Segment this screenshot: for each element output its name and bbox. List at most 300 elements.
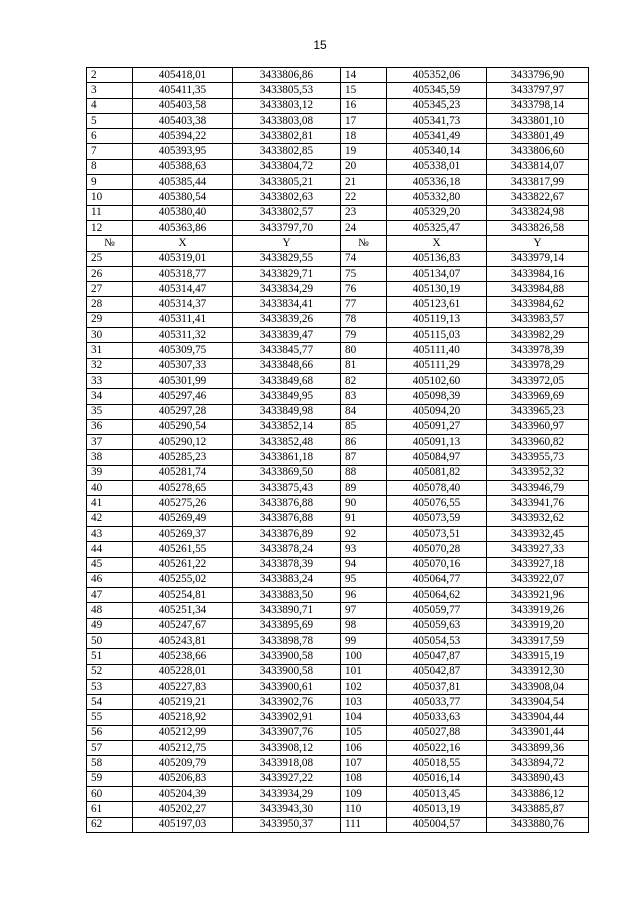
point-number-cell: 77	[341, 297, 387, 312]
x-coordinate-cell: 405091,13	[387, 435, 487, 450]
x-coordinate-cell: 405297,46	[133, 389, 233, 404]
table-row	[87, 358, 589, 373]
y-coordinate-cell: 3433834,29	[233, 282, 341, 297]
x-coordinate-cell: 405204,39	[133, 786, 233, 801]
table-row	[87, 756, 589, 771]
table-row	[87, 572, 589, 587]
point-number-cell: 99	[341, 633, 387, 648]
point-number-cell: 37	[87, 435, 133, 450]
x-coordinate-cell: 405307,33	[133, 358, 233, 373]
y-coordinate-cell: 3433901,44	[487, 725, 589, 740]
table-row	[87, 496, 589, 511]
y-coordinate-cell: 3433803,12	[233, 98, 341, 113]
y-coordinate-cell: 3433826,58	[487, 220, 589, 235]
point-number-cell: 111	[341, 817, 387, 832]
y-coordinate-cell: 3433883,50	[233, 588, 341, 603]
y-coordinate-cell: 3433805,21	[233, 175, 341, 190]
x-coordinate-cell: 405016,14	[387, 771, 487, 786]
point-number-cell: 93	[341, 542, 387, 557]
point-number-cell: 5	[87, 113, 133, 128]
table-row	[87, 175, 589, 190]
x-coordinate-cell: 405084,97	[387, 450, 487, 465]
table-row	[87, 98, 589, 113]
point-number-cell: 20	[341, 159, 387, 174]
y-coordinate-cell: 3433908,04	[487, 679, 589, 694]
y-coordinate-cell: 3433919,20	[487, 618, 589, 633]
x-coordinate-cell: 405042,87	[387, 664, 487, 679]
point-number-cell: 43	[87, 526, 133, 541]
point-number-cell: 100	[341, 649, 387, 664]
y-coordinate-cell: 3433983,57	[487, 312, 589, 327]
point-number-cell: 9	[87, 175, 133, 190]
x-coordinate-cell: 405341,73	[387, 113, 487, 128]
x-coordinate-cell: 405094,20	[387, 404, 487, 419]
point-number-cell: 53	[87, 679, 133, 694]
y-coordinate-cell: 3433805,53	[233, 83, 341, 98]
table-row	[87, 679, 589, 694]
point-number-cell: 32	[87, 358, 133, 373]
y-coordinate-cell: 3433822,67	[487, 190, 589, 205]
point-number-cell: 95	[341, 572, 387, 587]
x-coordinate-cell: 405076,55	[387, 496, 487, 511]
table-row	[87, 618, 589, 633]
x-coordinate-cell: 405380,40	[133, 205, 233, 220]
table-row	[87, 419, 589, 434]
table-row	[87, 282, 589, 297]
table-row	[87, 251, 589, 266]
table-row	[87, 297, 589, 312]
point-number-cell: 60	[87, 786, 133, 801]
y-coordinate-cell: 3433919,26	[487, 603, 589, 618]
table-row	[87, 588, 589, 603]
table-row	[87, 129, 589, 144]
x-coordinate-cell: 405352,06	[387, 68, 487, 83]
x-coordinate-cell: 405261,55	[133, 542, 233, 557]
x-coordinate-cell: 405238,66	[133, 649, 233, 664]
point-number-cell: 8	[87, 159, 133, 174]
y-coordinate-cell: 3433932,45	[487, 526, 589, 541]
point-number-cell: 57	[87, 741, 133, 756]
point-number-cell: 51	[87, 649, 133, 664]
point-number-cell: 62	[87, 817, 133, 832]
point-number-cell: 3	[87, 83, 133, 98]
x-coordinate-cell: 405338,01	[387, 159, 487, 174]
y-coordinate-cell: 3433802,57	[233, 205, 341, 220]
y-coordinate-cell: 3433912,30	[487, 664, 589, 679]
point-number-cell: 80	[341, 343, 387, 358]
x-coordinate-cell: 405363,86	[133, 220, 233, 235]
y-coordinate-cell: 3433869,50	[233, 465, 341, 480]
point-number-cell: 25	[87, 251, 133, 266]
x-coordinate-cell: 405054,53	[387, 633, 487, 648]
x-coordinate-cell: 405314,47	[133, 282, 233, 297]
point-number-cell: 16	[341, 98, 387, 113]
y-coordinate-cell: 3433845,77	[233, 343, 341, 358]
y-coordinate-cell: 3433982,29	[487, 328, 589, 343]
y-coordinate-cell: 3433927,18	[487, 557, 589, 572]
point-number-cell: 85	[341, 419, 387, 434]
y-coordinate-cell: 3433802,81	[233, 129, 341, 144]
y-coordinate-cell: 3433804,72	[233, 159, 341, 174]
y-coordinate-cell: 3433878,39	[233, 557, 341, 572]
x-coordinate-cell: 405134,07	[387, 266, 487, 281]
y-coordinate-cell: 3433904,54	[487, 695, 589, 710]
y-coordinate-cell: 3433950,37	[233, 817, 341, 832]
x-coordinate-cell: 405123,61	[387, 297, 487, 312]
x-coordinate-cell: 405073,51	[387, 526, 487, 541]
point-number-cell: 22	[341, 190, 387, 205]
point-number-cell: 30	[87, 328, 133, 343]
point-number-cell: 33	[87, 373, 133, 388]
point-number-cell: 110	[341, 802, 387, 817]
header-x-right: X	[387, 236, 487, 251]
point-number-cell: 83	[341, 389, 387, 404]
x-coordinate-cell: 405309,75	[133, 343, 233, 358]
x-coordinate-cell: 405027,88	[387, 725, 487, 740]
x-coordinate-cell: 405119,13	[387, 312, 487, 327]
y-coordinate-cell: 3433917,59	[487, 633, 589, 648]
point-number-cell: 2	[87, 68, 133, 83]
x-coordinate-cell: 405209,79	[133, 756, 233, 771]
point-number-cell: 28	[87, 297, 133, 312]
y-coordinate-cell: 3433839,47	[233, 328, 341, 343]
header-number-right: №	[341, 236, 387, 251]
page-number: 15	[313, 38, 327, 52]
y-coordinate-cell: 3433802,85	[233, 144, 341, 159]
x-coordinate-cell: 405278,65	[133, 481, 233, 496]
y-coordinate-cell: 3433839,26	[233, 312, 341, 327]
x-coordinate-cell: 405197,03	[133, 817, 233, 832]
x-coordinate-cell: 405218,92	[133, 710, 233, 725]
x-coordinate-cell: 405081,82	[387, 465, 487, 480]
table-row	[87, 817, 589, 832]
y-coordinate-cell: 3433801,10	[487, 113, 589, 128]
point-number-cell: 21	[341, 175, 387, 190]
y-coordinate-cell: 3433876,89	[233, 526, 341, 541]
y-coordinate-cell: 3433927,33	[487, 542, 589, 557]
x-coordinate-cell: 405059,63	[387, 618, 487, 633]
x-coordinate-cell: 405013,45	[387, 786, 487, 801]
point-number-cell: 31	[87, 343, 133, 358]
table-row	[87, 725, 589, 740]
point-number-cell: 12	[87, 220, 133, 235]
y-coordinate-cell: 3433918,08	[233, 756, 341, 771]
y-coordinate-cell: 3433902,91	[233, 710, 341, 725]
table-row	[87, 113, 589, 128]
y-coordinate-cell: 3433900,58	[233, 664, 341, 679]
y-coordinate-cell: 3433955,73	[487, 450, 589, 465]
point-number-cell: 59	[87, 771, 133, 786]
x-coordinate-cell: 405022,16	[387, 741, 487, 756]
table-row	[87, 190, 589, 205]
point-number-cell: 27	[87, 282, 133, 297]
x-coordinate-cell: 405311,41	[133, 312, 233, 327]
point-number-cell: 105	[341, 725, 387, 740]
x-coordinate-cell: 405212,99	[133, 725, 233, 740]
x-coordinate-cell: 405281,74	[133, 465, 233, 480]
y-coordinate-cell: 3433876,88	[233, 496, 341, 511]
table-row	[87, 633, 589, 648]
point-number-cell: 38	[87, 450, 133, 465]
point-number-cell: 61	[87, 802, 133, 817]
x-coordinate-cell: 405219,21	[133, 695, 233, 710]
point-number-cell: 15	[341, 83, 387, 98]
y-coordinate-cell: 3433852,14	[233, 419, 341, 434]
x-coordinate-cell: 405228,01	[133, 664, 233, 679]
x-coordinate-cell: 405403,38	[133, 113, 233, 128]
table-row	[87, 328, 589, 343]
point-number-cell: 101	[341, 664, 387, 679]
table-row	[87, 557, 589, 572]
y-coordinate-cell: 3433978,29	[487, 358, 589, 373]
point-number-cell: 7	[87, 144, 133, 159]
x-coordinate-cell: 405380,54	[133, 190, 233, 205]
y-coordinate-cell: 3433885,87	[487, 802, 589, 817]
y-coordinate-cell: 3433952,32	[487, 465, 589, 480]
y-coordinate-cell: 3433875,43	[233, 481, 341, 496]
y-coordinate-cell: 3433817,99	[487, 175, 589, 190]
y-coordinate-cell: 3433880,76	[487, 817, 589, 832]
y-coordinate-cell: 3433852,48	[233, 435, 341, 450]
y-coordinate-cell: 3433834,41	[233, 297, 341, 312]
point-number-cell: 11	[87, 205, 133, 220]
x-coordinate-cell: 405345,59	[387, 83, 487, 98]
point-number-cell: 78	[341, 312, 387, 327]
point-number-cell: 52	[87, 664, 133, 679]
table-row	[87, 710, 589, 725]
table-row	[87, 603, 589, 618]
x-coordinate-cell: 405403,58	[133, 98, 233, 113]
x-coordinate-cell: 405261,22	[133, 557, 233, 572]
point-number-cell: 44	[87, 542, 133, 557]
x-coordinate-cell: 405297,28	[133, 404, 233, 419]
point-number-cell: 109	[341, 786, 387, 801]
y-coordinate-cell: 3433921,96	[487, 588, 589, 603]
y-coordinate-cell: 3433900,61	[233, 679, 341, 694]
coordinates-table	[86, 67, 589, 833]
header-y-left: Y	[233, 236, 341, 251]
point-number-cell: 17	[341, 113, 387, 128]
header-number-left: №	[87, 236, 133, 251]
y-coordinate-cell: 3433829,55	[233, 251, 341, 266]
x-coordinate-cell: 405255,02	[133, 572, 233, 587]
point-number-cell: 47	[87, 588, 133, 603]
table-row	[87, 542, 589, 557]
y-coordinate-cell: 3433941,76	[487, 496, 589, 511]
y-coordinate-cell: 3433824,98	[487, 205, 589, 220]
y-coordinate-cell: 3433803,08	[233, 113, 341, 128]
point-number-cell: 86	[341, 435, 387, 450]
x-coordinate-cell: 405314,37	[133, 297, 233, 312]
point-number-cell: 94	[341, 557, 387, 572]
table-row	[87, 159, 589, 174]
y-coordinate-cell: 3433878,24	[233, 542, 341, 557]
point-number-cell: 84	[341, 404, 387, 419]
table-row	[87, 373, 589, 388]
point-number-cell: 81	[341, 358, 387, 373]
y-coordinate-cell: 3433849,95	[233, 389, 341, 404]
point-number-cell: 49	[87, 618, 133, 633]
x-coordinate-cell: 405269,37	[133, 526, 233, 541]
point-number-cell: 24	[341, 220, 387, 235]
x-coordinate-cell: 405345,23	[387, 98, 487, 113]
y-coordinate-cell: 3433801,49	[487, 129, 589, 144]
x-coordinate-cell: 405136,83	[387, 251, 487, 266]
x-coordinate-cell: 405004,57	[387, 817, 487, 832]
y-coordinate-cell: 3433861,18	[233, 450, 341, 465]
x-coordinate-cell: 405130,19	[387, 282, 487, 297]
y-coordinate-cell: 3433899,36	[487, 741, 589, 756]
point-number-cell: 82	[341, 373, 387, 388]
x-coordinate-cell: 405251,34	[133, 603, 233, 618]
y-coordinate-cell: 3433883,24	[233, 572, 341, 587]
x-coordinate-cell: 405102,60	[387, 373, 487, 388]
y-coordinate-cell: 3433849,98	[233, 404, 341, 419]
x-coordinate-cell: 405285,23	[133, 450, 233, 465]
x-coordinate-cell: 405037,81	[387, 679, 487, 694]
point-number-cell: 56	[87, 725, 133, 740]
point-number-cell: 98	[341, 618, 387, 633]
y-coordinate-cell: 3433960,82	[487, 435, 589, 450]
table-row	[87, 649, 589, 664]
point-number-cell: 76	[341, 282, 387, 297]
x-coordinate-cell: 405340,14	[387, 144, 487, 159]
table-row	[87, 389, 589, 404]
y-coordinate-cell: 3433797,97	[487, 83, 589, 98]
point-number-cell: 50	[87, 633, 133, 648]
point-number-cell: 102	[341, 679, 387, 694]
point-number-cell: 104	[341, 710, 387, 725]
point-number-cell: 26	[87, 266, 133, 281]
x-coordinate-cell: 405332,80	[387, 190, 487, 205]
y-coordinate-cell: 3433849,68	[233, 373, 341, 388]
table-row	[87, 695, 589, 710]
point-number-cell: 92	[341, 526, 387, 541]
x-coordinate-cell: 405319,01	[133, 251, 233, 266]
point-number-cell: 89	[341, 481, 387, 496]
point-number-cell: 40	[87, 481, 133, 496]
x-coordinate-cell: 405269,49	[133, 511, 233, 526]
point-number-cell: 55	[87, 710, 133, 725]
point-number-cell: 4	[87, 98, 133, 113]
point-number-cell: 74	[341, 251, 387, 266]
x-coordinate-cell: 405064,62	[387, 588, 487, 603]
table-row	[87, 741, 589, 756]
y-coordinate-cell: 3433908,12	[233, 741, 341, 756]
table-row	[87, 786, 589, 801]
y-coordinate-cell: 3433806,86	[233, 68, 341, 83]
y-coordinate-cell: 3433915,19	[487, 649, 589, 664]
point-number-cell: 23	[341, 205, 387, 220]
x-coordinate-cell: 405301,99	[133, 373, 233, 388]
x-coordinate-cell: 405018,55	[387, 756, 487, 771]
point-number-cell: 106	[341, 741, 387, 756]
table-row	[87, 481, 589, 496]
y-coordinate-cell: 3433796,90	[487, 68, 589, 83]
coordinates-table-header	[87, 236, 589, 251]
x-coordinate-cell: 405393,95	[133, 144, 233, 159]
table-row	[87, 771, 589, 786]
x-coordinate-cell: 405341,49	[387, 129, 487, 144]
x-coordinate-cell: 405311,32	[133, 328, 233, 343]
y-coordinate-cell: 3433972,05	[487, 373, 589, 388]
x-coordinate-cell: 405318,77	[133, 266, 233, 281]
x-coordinate-cell: 405329,20	[387, 205, 487, 220]
y-coordinate-cell: 3433978,39	[487, 343, 589, 358]
point-number-cell: 36	[87, 419, 133, 434]
table-row	[87, 205, 589, 220]
point-number-cell: 108	[341, 771, 387, 786]
y-coordinate-cell: 3433797,70	[233, 220, 341, 235]
y-coordinate-cell: 3433890,71	[233, 603, 341, 618]
point-number-cell: 103	[341, 695, 387, 710]
point-number-cell: 54	[87, 695, 133, 710]
point-number-cell: 14	[341, 68, 387, 83]
table-row	[87, 526, 589, 541]
point-number-cell: 90	[341, 496, 387, 511]
x-coordinate-cell: 405243,81	[133, 633, 233, 648]
y-coordinate-cell: 3433984,88	[487, 282, 589, 297]
y-coordinate-cell: 3433902,76	[233, 695, 341, 710]
point-number-cell: 48	[87, 603, 133, 618]
x-coordinate-cell: 405388,63	[133, 159, 233, 174]
table-row	[87, 802, 589, 817]
table-row	[87, 664, 589, 679]
x-coordinate-cell: 405418,01	[133, 68, 233, 83]
y-coordinate-cell: 3433932,62	[487, 511, 589, 526]
table-row	[87, 144, 589, 159]
x-coordinate-cell: 405394,22	[133, 129, 233, 144]
point-number-cell: 46	[87, 572, 133, 587]
point-number-cell: 75	[341, 266, 387, 281]
point-number-cell: 91	[341, 511, 387, 526]
x-coordinate-cell: 405202,27	[133, 802, 233, 817]
y-coordinate-cell: 3433965,23	[487, 404, 589, 419]
table-row	[87, 511, 589, 526]
y-coordinate-cell: 3433802,63	[233, 190, 341, 205]
x-coordinate-cell: 405325,47	[387, 220, 487, 235]
table-row	[87, 450, 589, 465]
table-row	[87, 312, 589, 327]
header-row	[87, 236, 589, 251]
x-coordinate-cell: 405070,16	[387, 557, 487, 572]
table-row	[87, 220, 589, 235]
table-row	[87, 68, 589, 83]
point-number-cell: 79	[341, 328, 387, 343]
table-row	[87, 465, 589, 480]
y-coordinate-cell: 3433979,14	[487, 251, 589, 266]
y-coordinate-cell: 3433814,07	[487, 159, 589, 174]
point-number-cell: 87	[341, 450, 387, 465]
y-coordinate-cell: 3433960,97	[487, 419, 589, 434]
y-coordinate-cell: 3433984,62	[487, 297, 589, 312]
x-coordinate-cell: 405212,75	[133, 741, 233, 756]
x-coordinate-cell: 405275,26	[133, 496, 233, 511]
y-coordinate-cell: 3433876,88	[233, 511, 341, 526]
point-number-cell: 96	[341, 588, 387, 603]
point-number-cell: 58	[87, 756, 133, 771]
point-number-cell: 41	[87, 496, 133, 511]
y-coordinate-cell: 3433798,14	[487, 98, 589, 113]
x-coordinate-cell: 405078,40	[387, 481, 487, 496]
point-number-cell: 39	[87, 465, 133, 480]
point-number-cell: 19	[341, 144, 387, 159]
point-number-cell: 97	[341, 603, 387, 618]
y-coordinate-cell: 3433946,79	[487, 481, 589, 496]
x-coordinate-cell: 405098,39	[387, 389, 487, 404]
x-coordinate-cell: 405013,19	[387, 802, 487, 817]
y-coordinate-cell: 3433984,16	[487, 266, 589, 281]
